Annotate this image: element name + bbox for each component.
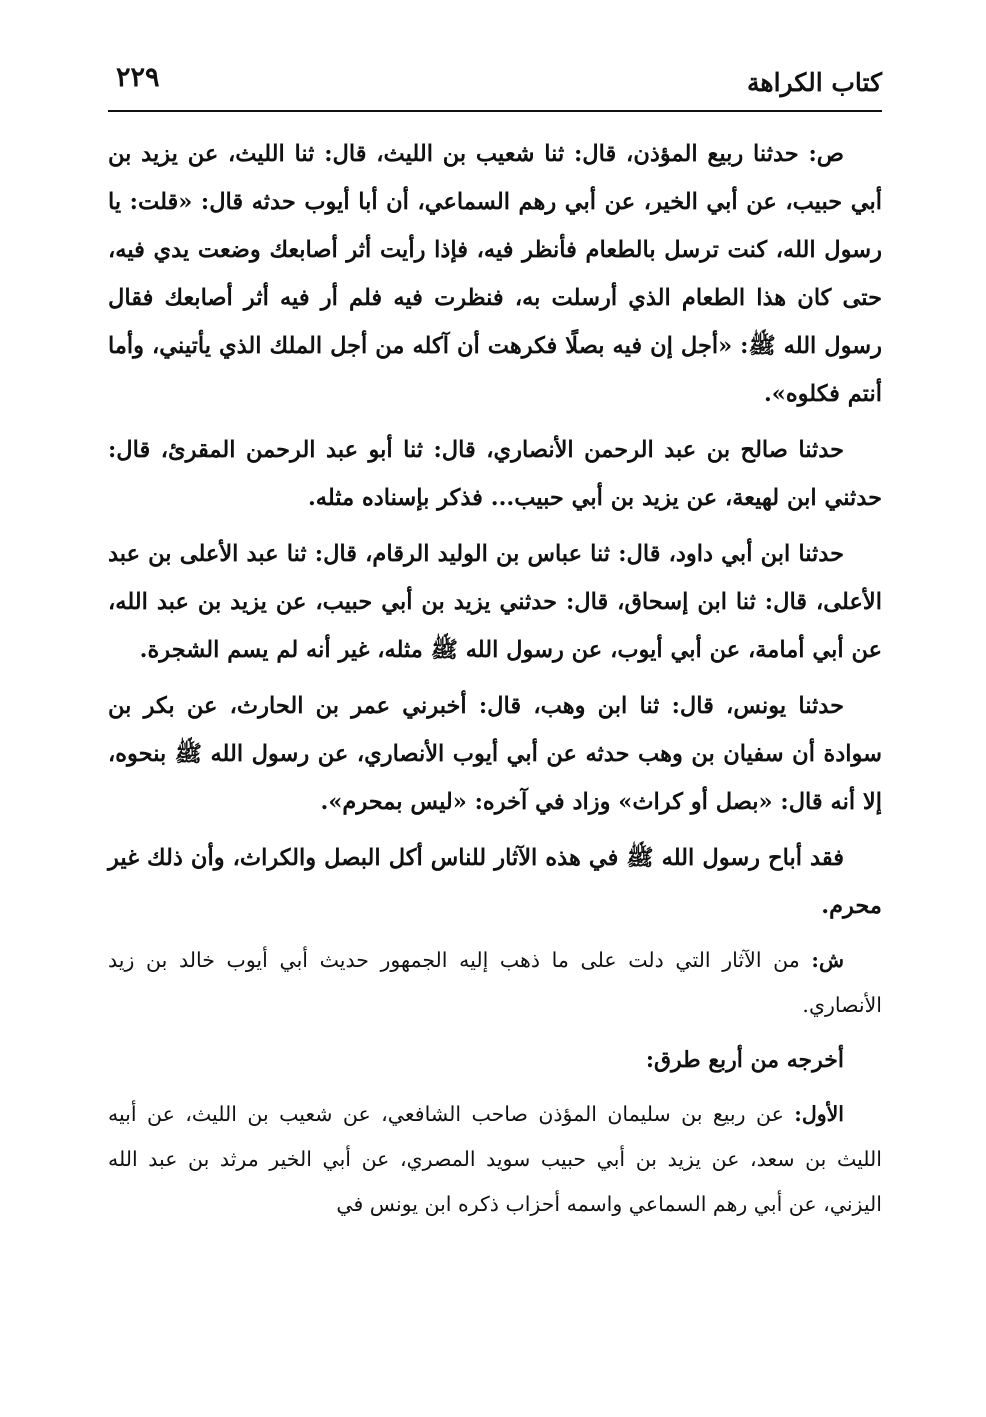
- header-rule: [108, 110, 882, 112]
- hadith-paragraph: [108, 426, 882, 522]
- page-number: ٢٢٩: [116, 62, 160, 93]
- chapter-title: كتاب الكراهة: [747, 68, 882, 97]
- paragraph-text: حدثنا ابن أبي داود، قال: ثنا عباس بن الوليد الرقام، قال: ثنا عبد الأعلى بن عبد الأعلى، قال: ثنا ابن إسحاق، قال: حدثني يزيد بن أبي حبيب، عن يزيد بن عبد الله، عن أبي أمامة، عن أبي أيوب، عن رسول الله ﷺ مثله، غير أنه لم يسم الشجرة.: [108, 541, 882, 663]
- first-way-text: عن ربيع بن سليمان المؤذن صاحب الشافعي، عن شعيب بن الليث، عن أبيه الليث بن سعد، عن يزيد بن أبي حبيب سويد المصري، عن أبي الخير مرثد بن عبد الله اليزني، عن أبي رهم السماعي واسمه أحزاب ذكره ابن يونس في: [108, 1102, 882, 1216]
- paragraph-text: حدثنا ربيع المؤذن، قال: ثنا شعيب بن الليث، قال: ثنا الليث، عن يزيد بن أبي حبيب، عن أبي الخير، عن أبي رهم السماعي، أن أبا أيوب حدثه قال: «قلت: يا رسول الله، كنت ترسل بالطعام فأنظر فيه، فإذا رأيت أثر أصابعك وضعت يدي فيه، حتى كان هذا الطعام الذي أرسلت به، فنظرت فيه فلم أر فيه أثر أصابعك فقال رسول الله ﷺ: «أجل إن فيه بصلًا فكرهت أن آكله من أجل الملك الذي يأتيني، وأما أنتم فكلوه».: [108, 141, 882, 407]
- paragraph-text: فقد أباح رسول الله ﷺ في هذه الآثار للناس أكل البصل والكراث، وأن ذلك غير محرم.: [108, 845, 882, 919]
- commentary-label: ش:: [811, 948, 844, 972]
- hadith-paragraph: [108, 130, 882, 418]
- paragraph-text: حدثنا صالح بن عبد الرحمن الأنصاري، قال: ثنا أبو عبد الرحمن المقرئ، قال: حدثني ابن لهيعة، عن يزيد بن أبي حبيب... فذكر بإسناده مثله.: [108, 437, 882, 511]
- hadith-paragraph: [108, 834, 882, 930]
- hadith-paragraph: [108, 682, 882, 826]
- hadith-paragraph: [108, 530, 882, 674]
- commentary-paragraph: [108, 938, 882, 1028]
- text-body: [108, 130, 882, 1235]
- first-way-label: الأول:: [794, 1102, 844, 1126]
- page-header: [108, 62, 882, 106]
- commentary-text: من الآثار التي دلت على ما ذهب إليه الجمهور حديث أبي أيوب خالد بن زيد الأنصاري.: [108, 948, 882, 1017]
- paragraph-text: حدثنا يونس، قال: ثنا ابن وهب، قال: أخبرني عمر بن الحارث، عن بكر بن سوادة أن سفيان بن وهب حدثه عن أبي أيوب الأنصاري، عن رسول الله ﷺ بنحوه، إلا أنه قال: «بصل أو كراث» وزاد في آخره: «ليس بمحرم».: [108, 693, 882, 815]
- section-heading: أخرجه من أربع طرق:: [645, 1047, 844, 1073]
- paragraph-label: ص:: [808, 141, 844, 167]
- first-way-paragraph: [108, 1092, 882, 1227]
